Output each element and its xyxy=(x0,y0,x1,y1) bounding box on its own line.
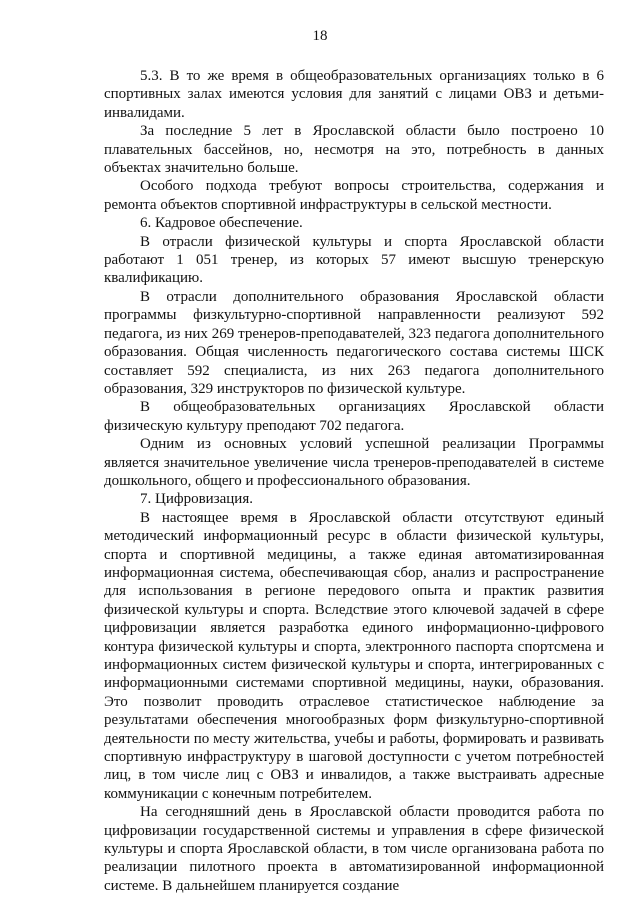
paragraph-rural-infrastructure: Особого подхода требуют вопросы строительства, содержания и ремонта объектов спортивной инфраструктуры в сельской местности. xyxy=(104,178,604,213)
document-body xyxy=(104,67,604,895)
paragraph-additional-education: В отрасли дополнительного образования Ярославской области программы физкультурно-спортивной направленности реализуют 592 педагога, из них 269 тренеров-преподавателей, 323 педагога дополнительного образования. Общая численность педагогического состава системы ШСК составляет 592 специалиста, из них 263 педагога дополнительного образования, 329 инструкторов по физической культуре. xyxy=(104,288,604,397)
paragraph-pe-teachers: В общеобразовательных организациях Ярославской области физическую культуру преподают 702 педагога. xyxy=(104,399,604,434)
page-number: 18 xyxy=(312,28,328,44)
paragraph-swimming-pools: За последние 5 лет в Ярославской области было построено 10 плавательных бассейнов, но, несмотря на это, потребность в данных объектах значительно больше. xyxy=(104,123,604,177)
paragraph-information-resource: В настоящее время в Ярославской области отсутствуют единый методический информационный ресурс в области физической культуры, спорта и спортивной медицины, а также единая автоматизированная информационная система, обеспечивающая сбор, анализ и распространение для использования в регионе передового опыта и практик развития физической культуры и спорта. Вследствие этого ключевой задачей в сфере цифровизации является разработка единого информационно-цифрового контура физической культуры и спорта, электронного паспорта спортсмена и информационных систем физической культуры и спорта, интегрированных с информационными системами спортивной медицины, науки, образования. Это позволит проводить отраслевое статистическое наблюдение за результатами обеспечения многообразных форм физкультурно-спортивной деятельности по месту жительства, учебы и работы, формировать и развивать спортивную инфраструктуру в шаговой доступности с учетом потребностей лиц, в том числе лиц с ОВЗ и инвалидов, а также выстраивать адресные коммуникации с конечным потребителем. xyxy=(104,509,604,802)
section-heading-digitalization: 7. Цифровизация. xyxy=(140,491,253,508)
paragraph-coaches: В отрасли физической культуры и спорта Ярославской области работают 1 051 тренер, из которых 57 имеют высшую тренерскую квалификацию. xyxy=(104,233,604,287)
paragraph-key-condition: Одним из основных условий успешной реализации Программы является значительное увеличение числа тренеров-преподавателей в системе дошкольного, общего и профессионального образования. xyxy=(104,436,604,489)
section-heading-staffing: 6. Кадровое обеспечение. xyxy=(140,215,303,232)
paragraph-sports-halls: 5.3. В то же время в общеобразовательных организациях только в 6 спортивных залах имеются условия для занятий с лицами ОВЗ и детьми-инвалидами. xyxy=(104,68,604,121)
paragraph-current-work: На сегодняшний день в Ярославской области проводится работа по цифровизации государственной системы и управления в сфере физической культуры и спорта Ярославской области, в том числе организована работа по реализации пилотного проекта в автоматизированной информационной системе. В дальнейшем планируется создание xyxy=(104,804,604,894)
